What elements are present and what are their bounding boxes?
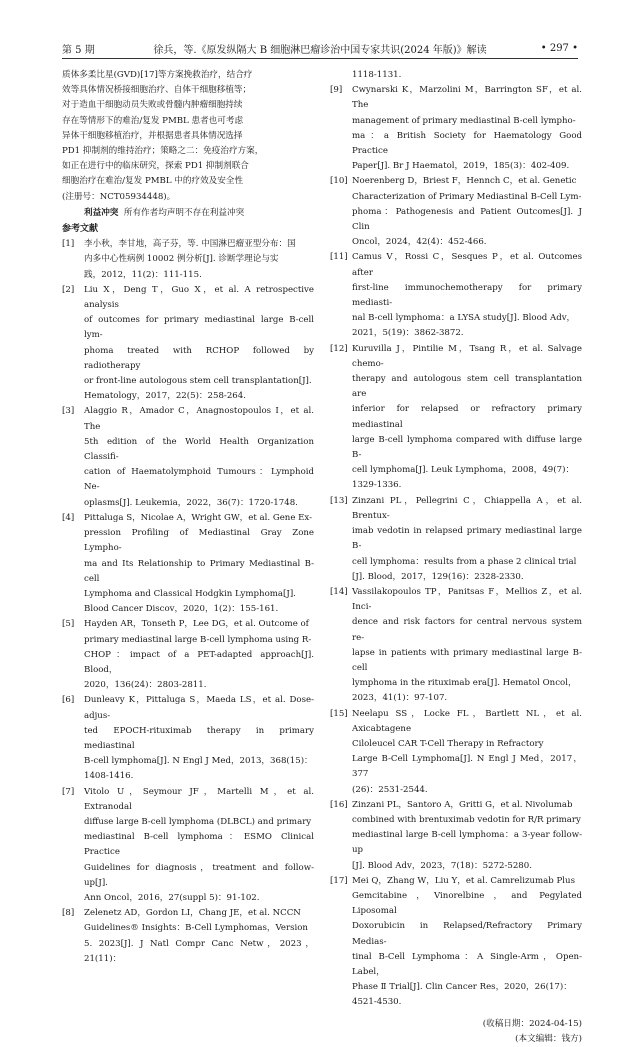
reference-item xyxy=(330,585,582,707)
reference-line: Vassilakopoulos TP，Panitsas F，Mellios Z，et al. Inci- xyxy=(352,586,582,613)
reference-number: [16] xyxy=(330,799,348,810)
page-number: • 297 • xyxy=(540,42,578,54)
body-line: 质体多柔比星(GVD)[17]等方案挽救治疗，结合疗 xyxy=(62,70,253,80)
reference-text xyxy=(84,237,314,283)
reference-item xyxy=(62,785,314,907)
reference-line: [J]. Blood Adv，2023，7(18)：5272-5280. xyxy=(352,860,532,871)
conflict-text: 所有作者均声明不存在利益冲突 xyxy=(123,207,245,218)
reference-list-left xyxy=(62,237,314,967)
reference-line: Dunleavy K，Pittaluga S，Maeda LS，et al. Dose-adjus- xyxy=(84,695,314,721)
reference-text xyxy=(84,906,314,967)
reference-line: oplasms[J]. Leukemia，2022，36(7)：1720-1748. xyxy=(84,497,298,508)
reference-item xyxy=(62,404,314,510)
reference-number: [11] xyxy=(330,252,348,263)
left-column xyxy=(62,68,314,967)
reference-line: ted EPOCH-rituximab therapy in primary mediastinal xyxy=(84,725,314,751)
reference-text xyxy=(352,250,582,341)
reference-line: combined with brentuximab vedotin for R/R primary xyxy=(352,814,581,825)
reference-line: lapse in patients with primary mediastinal large B-cell xyxy=(352,647,582,673)
reference-number: [12] xyxy=(330,343,348,354)
reference-item xyxy=(62,237,314,283)
issue-number: 第 5 期 xyxy=(62,44,95,56)
reference-text xyxy=(84,283,314,405)
reference-line: Lymphoma and Classical Hodgkin Lymphoma[J]. xyxy=(84,588,296,599)
reference-number: [1] xyxy=(62,239,75,250)
article-dates xyxy=(330,1017,582,1047)
reference-line: therapy and autologous stem cell transplantation are xyxy=(352,374,582,400)
body-paragraph xyxy=(62,68,314,205)
reference-line: Alaggio R，Amador C，Anagnostopoulos I，et al. The xyxy=(84,406,314,432)
body-line: 细胞治疗在难治/复发 PMBL 中的疗效及安全性 xyxy=(62,176,244,187)
reference-line: 践，2012，11(2)：111-115. xyxy=(84,269,202,280)
reference-line: dence and risk factors for central nervous system re- xyxy=(352,617,582,643)
reference-line: Neelapu SS，Locke FL，Bartlett NL，et al. Axicabtagene xyxy=(352,708,582,734)
reference-text xyxy=(352,798,582,874)
right-column xyxy=(330,68,582,1047)
reference-line: cation of Haematolymphoid Tumours：Lymphoid Ne- xyxy=(84,467,314,493)
reference-line: Camus V，Rossi C，Sesques P，et al. Outcomes after xyxy=(352,252,582,278)
reference-text xyxy=(84,617,314,693)
reference-line: Doxorubicin in Relapsed/Refractory Primary Medias- xyxy=(352,921,582,947)
reference-number: [14] xyxy=(330,586,348,597)
body-line: 如正在进行中的临床研究，探索 PD1 抑制剂联合 xyxy=(62,161,249,172)
editor-note: (本文编辑：钱方) xyxy=(515,1033,582,1044)
reference-number: [10] xyxy=(330,176,348,187)
reference-number: [3] xyxy=(62,406,75,417)
reference-line: large B-cell lymphoma compared with diffuse large B- xyxy=(352,434,582,461)
body-line: 异体干细胞移植治疗，并根据患者具体情况选择 xyxy=(62,130,243,141)
reference-item xyxy=(330,707,582,798)
reference-item xyxy=(62,693,314,784)
reference-number: [2] xyxy=(62,284,75,295)
reference-text xyxy=(352,494,582,585)
reference-line: inferior for relapsed or refractory primary mediastinal xyxy=(352,404,582,430)
reference-line: Liu X，Deng T，Guo X，et al. A retrospective analysis xyxy=(84,284,314,311)
reference-line: (26)：2531-2544. xyxy=(352,784,428,795)
reference-line: 5. 2023[J]. J Natl Compr Canc Netw，2023，21(11)： xyxy=(84,938,314,964)
reference-continuation: 1118-1131. xyxy=(352,70,402,80)
reference-number: [13] xyxy=(330,495,348,506)
reference-line: Pittaluga S，Nicolae A，Wright GW，et al. Gene Ex- xyxy=(84,512,313,523)
reference-item xyxy=(330,798,582,874)
reference-line: CHOP：impact of a PET-adapted approach[J]. Blood， xyxy=(84,649,314,675)
reference-line: mediastinal large B-cell lymphoma：a 3-year follow-up xyxy=(352,830,582,856)
conflict-statement xyxy=(62,206,314,221)
reference-line: 2023，41(1)：97-107. xyxy=(352,693,448,704)
reference-line: Guidelines for diagnosis，treatment and follow-up[J]. xyxy=(84,862,314,888)
reference-line: [J]. Blood，2017，129(16)：2328-2330. xyxy=(352,571,524,582)
reference-line: ma and Its Relationship to Primary Mediastinal B-cell xyxy=(84,558,314,584)
reference-item xyxy=(330,874,582,1011)
reference-line: Guidelines® Insights：B-Cell Lymphomas，Version xyxy=(84,923,308,934)
reference-line: phoma treated with RCHOP followed by radiotherapy xyxy=(84,345,314,371)
reference-line: cell lymphoma：results from a phase 2 clinical trial xyxy=(352,556,577,567)
conflict-label: 利益冲突 xyxy=(84,207,119,218)
reference-line: Ann Oncol，2016，27(suppl 5)：91-102. xyxy=(84,892,260,903)
body-line: PD1 抑制剂的维持治疗；策略之二：免疫治疗方案， xyxy=(62,146,264,157)
reference-line: Blood Cancer Discov，2020，1(2)：155-161. xyxy=(84,604,279,615)
reference-line: pression Profiling of Mediastinal Gray Zone Lympho- xyxy=(84,528,314,554)
reference-line: phoma：Pathogenesis and Patient Outcomes[J]. J Clin xyxy=(352,206,582,233)
references-heading: 参考文献 xyxy=(62,224,99,235)
reference-line: Oncol，2024，42(4)：452-466. xyxy=(352,237,487,248)
reference-line: Vitolo U，Seymour JF，Martelli M，et al. Extranodal xyxy=(84,786,314,812)
reference-text xyxy=(352,874,582,1011)
reference-number: [15] xyxy=(330,708,348,719)
reference-text xyxy=(352,707,582,798)
reference-line: Kuruvilla J，Pintilie M，Tsang R，et al. Salvage chemo- xyxy=(352,343,582,369)
reference-line: or front-line autologous stem cell transplantation[J]. xyxy=(84,376,312,387)
reference-line: Ciloleucel CAR T-Cell Therapy in Refractory xyxy=(352,738,544,749)
reference-text xyxy=(352,83,582,174)
reference-item xyxy=(330,174,582,250)
reference-item xyxy=(62,617,314,693)
reference-line: Characterization of Primary Mediastinal B-Cell Lym- xyxy=(352,191,582,202)
reference-line: Mei Q，Zhang W，Liu Y，et al. Camrelizumab Plus xyxy=(352,875,576,886)
reference-number: [9] xyxy=(330,85,343,96)
reference-line: 内多中心性病例 10002 例分析[J]. 诊断学理论与实 xyxy=(84,254,279,265)
header-rule xyxy=(62,58,578,59)
running-title: 徐兵，等.《原发纵隔大 B 细胞淋巴瘤诊治中国专家共识(2024 年版)》解读 xyxy=(153,44,487,56)
reference-line: first-line immunochemotherapy for primary mediasti- xyxy=(352,282,582,309)
body-line: 效等具体情况桥接细胞治疗、自体干细胞移植等； xyxy=(62,85,252,96)
reference-line: Noerenberg D，Briest F，Hennch C，et al. Genetic xyxy=(352,176,577,187)
reference-line: B-cell lymphoma[J]. N Engl J Med，2013，368(15)： xyxy=(84,756,313,767)
body-line: (注册号：NCT05934448)。 xyxy=(62,191,176,202)
reference-line: Zinzani PL，Pellegrini C，Chiappella A，et al. Brentux- xyxy=(352,495,582,521)
reference-line: Hematology，2017，22(5)：258-264. xyxy=(84,391,246,402)
reference-line: lymphoma in the rituximab era[J]. Hematol Oncol， xyxy=(352,678,577,689)
body-line: 存在等情形下的难治/复发 PMBL 患者也可考虑 xyxy=(62,115,244,126)
reference-line: Hayden AR，Tonseth P，Lee DG，et al. Outcome of xyxy=(84,619,309,630)
reference-line: 李小秋，李甘地，高子芬，等. 中国淋巴瘤亚型分布：国 xyxy=(84,239,296,250)
reference-line: Phase Ⅱ Trial[J]. Clin Cancer Res，2020，26(17)： xyxy=(352,982,572,993)
reference-line: Large B-Cell Lymphoma[J]. N Engl J Med，2017，377 xyxy=(352,754,582,780)
reference-line: mediastinal B-cell lymphoma：ESMO Clinical Practice xyxy=(84,832,314,858)
reference-number: [5] xyxy=(62,619,75,630)
reference-item xyxy=(330,83,582,174)
reference-line: Cwynarski K，Marzolini M，Barrington SF，et al. The xyxy=(352,85,582,111)
reference-text xyxy=(84,693,314,784)
reference-line: Gemcitabine，Vinorelbine，and Pegylated Liposomal xyxy=(352,890,582,917)
reference-item xyxy=(330,342,582,494)
reference-line: primary mediastinal large B-cell lymphoma using R- xyxy=(84,634,312,645)
reference-list-right xyxy=(330,83,582,1010)
reference-number: [6] xyxy=(62,695,75,706)
reference-line: cell lymphoma[J]. Leuk Lymphoma，2008，49(7)： xyxy=(352,465,575,476)
reference-line: 2021，5(19)：3862-3872. xyxy=(352,328,464,339)
reference-line: of outcomes for primary mediastinal large B-cell lym- xyxy=(84,315,314,341)
reference-line: 1329-1336. xyxy=(352,480,402,491)
body-line: 对于造血干细胞动员失败或骨髓内肿瘤细胞持续 xyxy=(62,100,243,111)
reference-line: Paper[J]. Br J Haematol，2019，185(3)：402-409. xyxy=(352,161,570,172)
reference-line: diffuse large B-cell lymphoma (DLBCL) and primary xyxy=(84,816,312,827)
reference-text xyxy=(352,174,582,250)
reference-item xyxy=(62,511,314,617)
reference-number: [7] xyxy=(62,786,75,797)
reference-number: [8] xyxy=(62,908,75,919)
reference-line: 5th edition of the World Health Organization Classifi- xyxy=(84,436,314,463)
reference-line: Zelenetz AD，Gordon LI，Chang JE，et al. NCCN xyxy=(84,908,301,919)
reference-item xyxy=(330,494,582,585)
reference-number: [17] xyxy=(330,875,348,886)
reference-number: [4] xyxy=(62,512,75,523)
reference-text xyxy=(84,511,314,617)
reference-line: 4521-4530. xyxy=(352,997,402,1008)
reference-line: 1408-1416. xyxy=(84,771,134,782)
reference-line: ma：a British Society for Haematology Good Practice xyxy=(352,130,582,157)
reference-item xyxy=(330,250,582,341)
running-header xyxy=(62,40,578,56)
reference-text xyxy=(352,342,582,494)
reference-line: 2020，136(24)：2803-2811. xyxy=(84,680,207,691)
reference-item xyxy=(62,906,314,967)
reference-line: management of primary mediastinal B-cell lympho- xyxy=(352,115,576,126)
reference-text xyxy=(352,585,582,707)
reference-item xyxy=(62,283,314,405)
received-date: (收稿日期：2024-04-15) xyxy=(482,1018,582,1029)
reference-text xyxy=(84,785,314,907)
reference-line: imab vedotin in relapsed primary mediastinal large B- xyxy=(352,526,582,552)
reference-line: nal B-cell lymphoma：a LYSA study[J]. Blood Adv， xyxy=(352,313,576,324)
reference-line: tinal B-Cell Lymphoma：A Single-Arm，Open-Label， xyxy=(352,951,582,977)
reference-line: Zinzani PL，Santoro A，Gritti G，et al. Nivolumab xyxy=(352,799,573,810)
reference-text xyxy=(84,404,314,510)
